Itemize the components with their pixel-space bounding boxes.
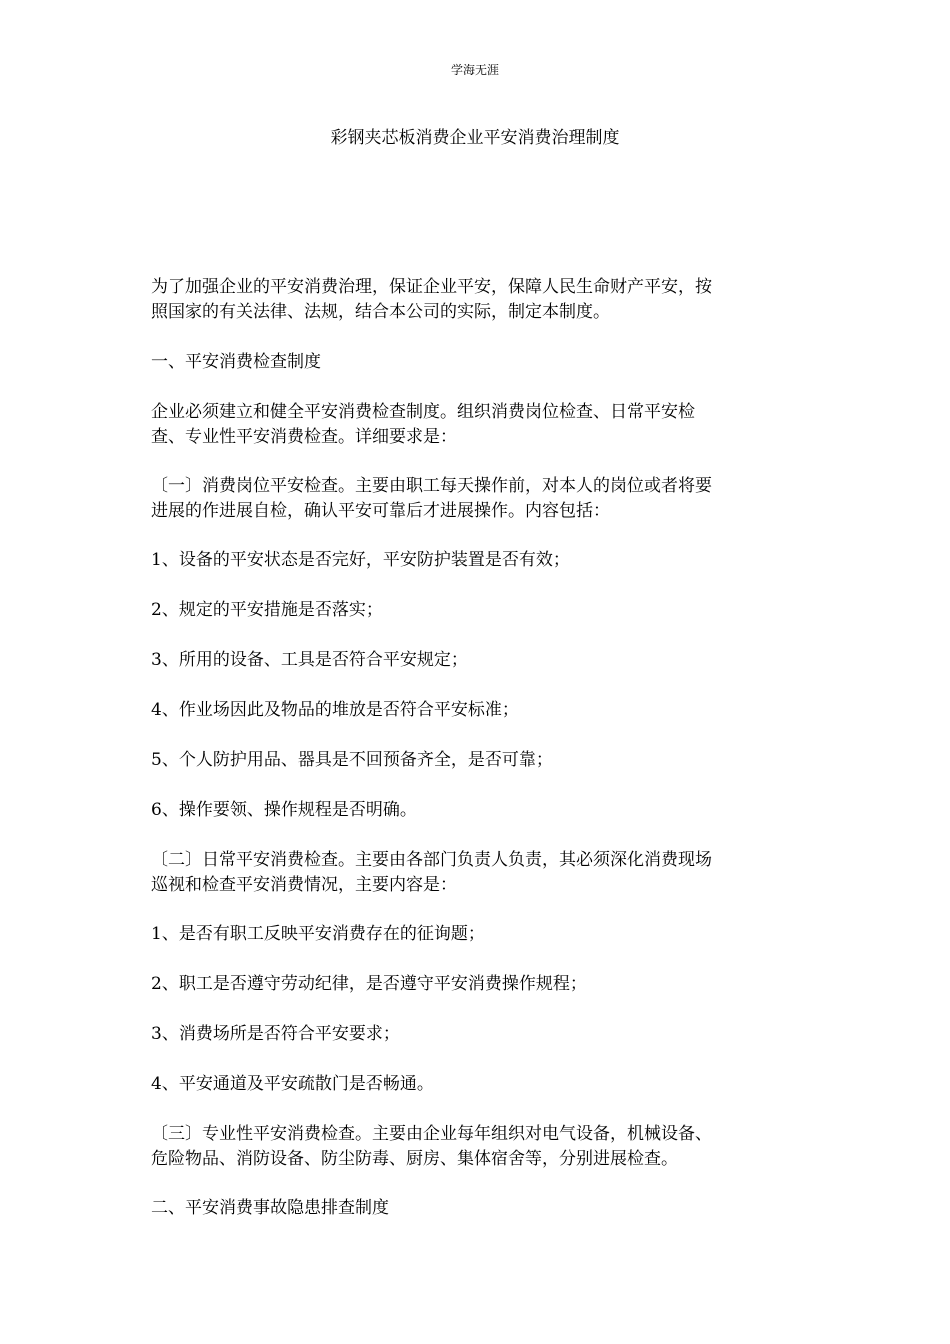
section-1-heading <box>151 350 791 375</box>
text-line: 为了加强企业的平安消费治理，保证企业平安，保障人民生命财产平安，按 <box>151 277 712 297</box>
list-item-text: 3、所用的设备、工具是否符合平安规定； <box>151 650 468 670</box>
document-title: 彩钢夹芯板消费企业平安消费治理制度 <box>330 128 620 148</box>
text-line: 企业必须建立和健全平安消费检查制度。组织消费岗位检查、日常平安检 <box>151 402 695 422</box>
list-item-text: 4、作业场因此及物品的堆放是否符合平安标准； <box>151 700 519 720</box>
text-line: 照国家的有关法律、法规，结合本公司的实际，制定本制度。 <box>151 302 610 322</box>
list-item <box>151 648 791 673</box>
list-item-text: 5、个人防护用品、器具是不回预备齐全，是否可靠； <box>151 750 553 770</box>
text-line: 巡视和检查平安消费情况，主要内容是： <box>151 875 457 895</box>
list-item-text: 3、消费场所是否符合平安要求； <box>151 1024 400 1044</box>
list-item-text: 2、职工是否遵守劳动纪律，是否遵守平安消费操作规程； <box>151 974 587 994</box>
heading-text: 一、平安消费检查制度 <box>151 352 321 372</box>
section-2-heading <box>151 1196 791 1221</box>
list-item <box>151 598 791 623</box>
text-line: 〔一〕消费岗位平安检查。主要由职工每天操作前，对本人的岗位或者将要 <box>151 476 712 496</box>
list-item <box>151 1022 791 1047</box>
list-item <box>151 548 791 573</box>
list-item-text: 4、平安通道及平安疏散门是否畅通。 <box>151 1074 434 1094</box>
list-item-text: 1、设备的平安状态是否完好，平安防护装置是否有效； <box>151 550 570 570</box>
heading-text: 二、平安消费事故隐患排查制度 <box>151 1198 389 1218</box>
text-line: 〔二〕日常平安消费检查。主要由各部门负责人负责，其必须深化消费现场 <box>151 850 712 870</box>
text-line: 危险物品、消防设备、防尘防毒、厨房、集体宿舍等，分别进展检查。 <box>151 1149 678 1169</box>
subsection-3-paragraph <box>151 1122 791 1172</box>
section-1-description <box>151 400 791 450</box>
text-line: 〔三〕专业性平安消费检查。主要由企业每年组织对电气设备，机械设备、 <box>151 1124 712 1144</box>
text-line: 进展的作进展自检，确认平安可靠后才进展操作。内容包括： <box>151 501 610 521</box>
intro-paragraph <box>151 275 791 325</box>
list-item <box>151 922 791 947</box>
subsection-1-paragraph <box>151 474 791 524</box>
subsection-2-paragraph <box>151 848 791 898</box>
page-header: 学海无涯 <box>450 63 499 77</box>
list-item <box>151 748 791 773</box>
text-line: 查、专业性平安消费检查。详细要求是： <box>151 427 457 447</box>
list-item <box>151 698 791 723</box>
list-item-text: 1、是否有职工反映平安消费存在的征询题； <box>151 924 485 944</box>
list-item-text: 6、操作要领、操作规程是否明确。 <box>151 800 417 820</box>
list-item-text: 2、规定的平安措施是否落实； <box>151 600 383 620</box>
list-item <box>151 798 791 823</box>
list-item <box>151 972 791 997</box>
list-item <box>151 1072 791 1097</box>
